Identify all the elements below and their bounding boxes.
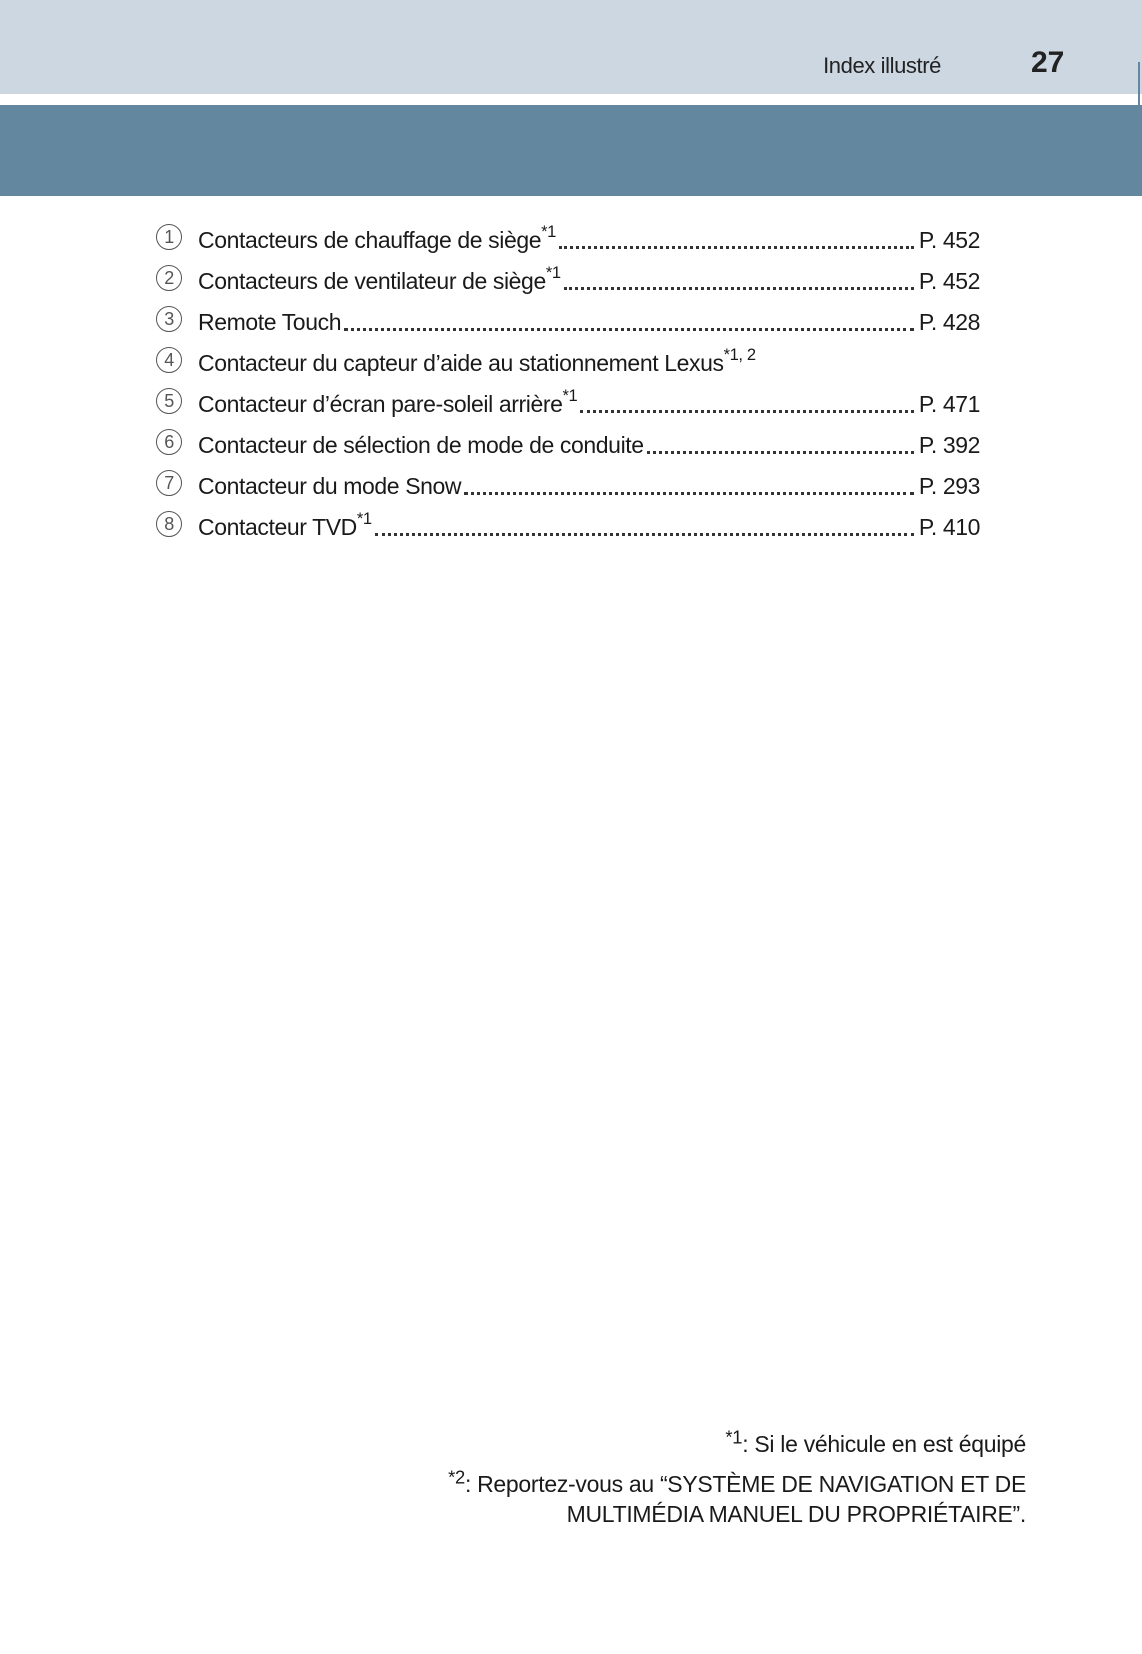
item-number: 5: [156, 388, 182, 414]
footnotes: [448, 1426, 1026, 1539]
footnote-text: : Si le véhicule en est équipé: [742, 1431, 1026, 1457]
item-number: 7: [156, 470, 182, 496]
dot-leader: [344, 328, 914, 331]
item-number: 4: [156, 347, 182, 373]
item-number: 3: [156, 306, 182, 332]
dot-leader: [564, 287, 914, 290]
footnote-marker: *1: [356, 509, 372, 529]
item-label: Contacteur d’écran pare-soleil arrière$^{*1}$: [198, 386, 578, 417]
item-label: Remote Touch: [198, 309, 342, 335]
dot-leader: [464, 492, 914, 495]
index-item-1: [156, 213, 980, 254]
footnote-mark: *2: [448, 1466, 465, 1488]
page-reference[interactable]: P. 410: [918, 514, 980, 540]
dot-leader: [375, 533, 914, 536]
page-number: 27: [1031, 46, 1065, 79]
index-list: [156, 213, 980, 541]
page-reference[interactable]: P. 293: [918, 473, 980, 499]
item-number: 1: [156, 224, 182, 250]
footnote-marker: *1: [562, 386, 578, 406]
index-item-7: [156, 459, 980, 500]
page-reference[interactable]: P. 452: [918, 268, 980, 294]
item-number: 2: [156, 265, 182, 291]
footnote-marker: *1: [541, 222, 556, 242]
item-label: Contacteur du mode Snow: [198, 473, 462, 499]
index-item-4: [156, 336, 980, 377]
page-reference[interactable]: P. 452: [918, 227, 980, 253]
footnote-text-continued: MULTIMÉDIA MANUEL DU PROPRIÉTAIRE”.: [566, 1501, 1026, 1527]
item-number: 8: [156, 511, 182, 537]
item-label: Contacteurs de chauffage de siège$^{*1}$: [198, 222, 556, 253]
section-banner: [0, 105, 1142, 196]
dot-leader: [559, 246, 914, 249]
index-item-5: [156, 377, 980, 418]
index-item-2: [156, 254, 980, 295]
index-item-8: [156, 500, 980, 541]
page-reference[interactable]: P. 392: [918, 432, 980, 458]
item-label: Contacteur TVD$^{*1}$: [198, 509, 372, 540]
index-item-6: [156, 418, 980, 459]
footnote-mark: *1: [725, 1426, 743, 1448]
item-label: Contacteurs de ventilateur de siège$^{*1}$: [198, 263, 561, 294]
footnote-text: : Reportez-vous au “SYSTÈME DE NAVIGATION ET DE: [464, 1471, 1026, 1497]
edge-tab: [1138, 62, 1140, 196]
section-title: Index illustré: [823, 53, 941, 78]
page-reference[interactable]: P. 471: [918, 391, 980, 417]
item-number: 6: [156, 429, 182, 455]
dot-leader: [580, 410, 914, 413]
footnote-marker: *1: [545, 263, 561, 283]
footnote-2: [448, 1466, 1026, 1529]
header-band: [0, 0, 1142, 94]
item-label: Contacteur du capteur d’aide au stationnement Lexus$^{*1, 2}$: [198, 345, 756, 376]
footnote-marker: *1, 2: [723, 345, 756, 365]
index-item-3: [156, 295, 980, 336]
footnote-1: [448, 1426, 1026, 1459]
dot-leader: [647, 451, 914, 454]
page-reference[interactable]: P. 428: [918, 309, 980, 335]
item-label: Contacteur de sélection de mode de conduite: [198, 432, 644, 458]
